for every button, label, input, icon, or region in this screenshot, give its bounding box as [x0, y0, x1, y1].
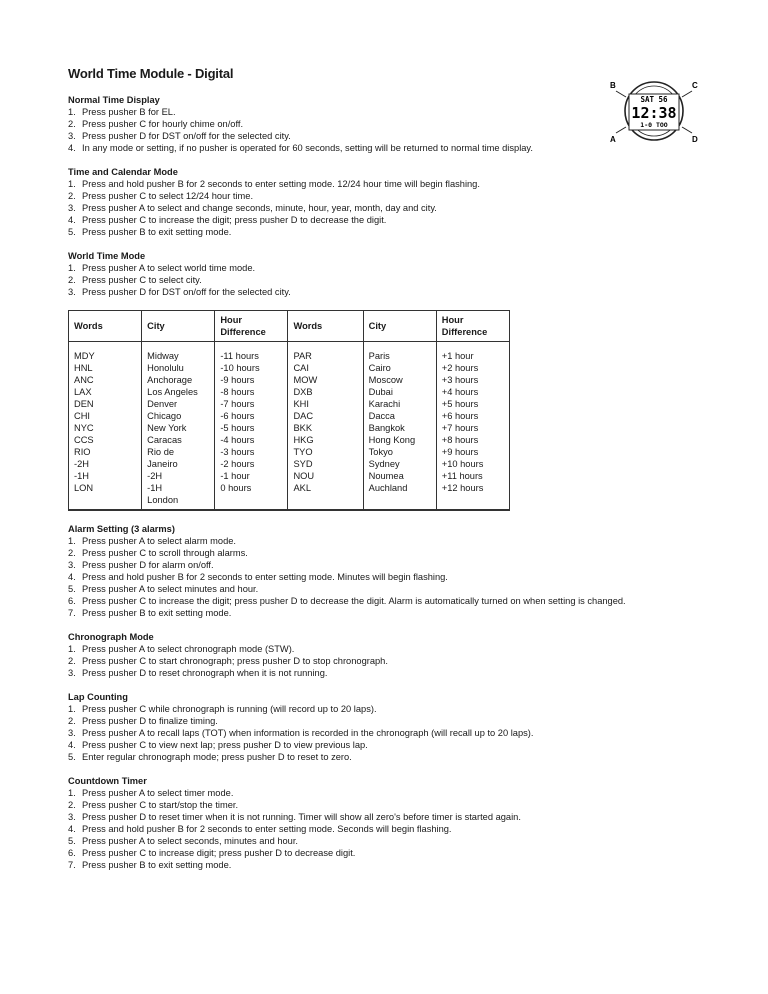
step-number: 2.	[68, 191, 76, 201]
step-number: 3.	[68, 728, 76, 738]
cell-line: MOW	[293, 375, 318, 385]
step-text: Press pusher D for DST on/off for the selected city.	[82, 131, 291, 141]
step-list	[68, 262, 708, 298]
step-number: 1.	[68, 107, 76, 117]
pusher-b-label: B	[610, 81, 616, 90]
cell-line: DEN	[74, 399, 94, 409]
step-text: Press pusher C to view next lap; press pusher D to view previous lap.	[82, 740, 368, 750]
cell-line: Caracas	[147, 435, 182, 445]
step-text: Press pusher D to reset timer when it is not running. Timer will show all zero's before timer is started again.	[82, 812, 521, 822]
step-number: 4.	[68, 740, 76, 750]
cell-line: +2 hours	[441, 363, 479, 373]
cell-line: Los Angeles	[147, 387, 198, 397]
step-list	[68, 787, 708, 871]
step-number: 3.	[68, 131, 76, 141]
step-item	[68, 559, 708, 571]
step-item	[68, 595, 708, 607]
step-item	[68, 787, 708, 799]
section-heading: Lap Counting	[68, 692, 128, 702]
table-header: City	[363, 311, 436, 342]
cell-line: BKK	[293, 423, 313, 433]
step-number: 6.	[68, 848, 76, 858]
cell-line: +10 hours	[441, 459, 484, 469]
step-number: 3.	[68, 668, 76, 678]
step-item	[68, 118, 708, 130]
cell-line: Rio de	[147, 447, 175, 457]
instruction-section	[68, 94, 708, 154]
cell-line: Honolulu	[147, 363, 184, 373]
step-item	[68, 727, 708, 739]
step-text: Press pusher C to select city.	[82, 275, 202, 285]
step-number: 2.	[68, 716, 76, 726]
watch-display-main: 12:38	[631, 104, 677, 122]
step-text: Press pusher B to exit setting mode.	[82, 860, 232, 870]
step-item	[68, 835, 708, 847]
cell-line: -7 hours	[220, 399, 255, 409]
instruction-section	[68, 775, 708, 871]
watch-display-top: SAT 56	[640, 95, 668, 104]
step-number: 1.	[68, 263, 76, 273]
step-number: 1.	[68, 536, 76, 546]
step-text: Press pusher C to increase the digit; press pusher D to decrease the digit. Alarm is automatically turned on when setting is changed.	[82, 596, 626, 606]
cell-line: -11 hours	[220, 351, 259, 361]
step-item	[68, 583, 708, 595]
step-text: Press pusher A to select and change seconds, minute, hour, year, month, day and city.	[82, 203, 437, 213]
cell-line: Bangkok	[368, 423, 405, 433]
step-number: 2.	[68, 119, 76, 129]
table-header: Hour Difference	[436, 311, 509, 342]
instruction-section	[68, 250, 708, 298]
step-text: Press pusher C while chronograph is running (will record up to 20 laps).	[82, 704, 377, 714]
step-number: 1.	[68, 644, 76, 654]
cell-line: DXB	[293, 387, 313, 397]
step-text: Press pusher C to select 12/24 hour time.	[82, 191, 254, 201]
step-item	[68, 214, 708, 226]
cell-line: CCS	[74, 435, 94, 445]
cell-line: HKG	[293, 435, 314, 445]
step-list	[68, 106, 708, 154]
cell-line: NYC	[74, 423, 94, 433]
step-text: Press pusher B to exit setting mode.	[82, 608, 232, 618]
step-number: 1.	[68, 788, 76, 798]
cell-line: LON	[74, 483, 94, 493]
cell-line: AKL	[293, 483, 312, 493]
cell-line: -5 hours	[220, 423, 255, 433]
step-item	[68, 535, 708, 547]
cell-line: -10 hours	[220, 363, 260, 373]
cell-line: Noumea	[368, 471, 404, 481]
sections-before-table	[68, 94, 708, 298]
cell-line: -8 hours	[220, 387, 255, 397]
cell-line: +3 hours	[441, 375, 479, 385]
cell-line: -2H	[74, 459, 89, 469]
step-number: 6.	[68, 596, 76, 606]
cell-line: Janeiro	[147, 459, 178, 469]
cell-line: Chicago	[147, 411, 182, 421]
step-item	[68, 571, 708, 583]
cell-line: -2 hours	[220, 459, 255, 469]
cell-line: Dubai	[368, 387, 393, 397]
step-number: 3.	[68, 287, 76, 297]
step-text: Press pusher A to select seconds, minutes and hour.	[82, 836, 299, 846]
cell-line: Tokyo	[368, 447, 393, 457]
step-item	[68, 847, 708, 859]
table-header: Words	[69, 311, 142, 342]
cell-line: +4 hours	[441, 387, 479, 397]
section-heading: Alarm Setting (3 alarms)	[68, 524, 175, 534]
cell-line: +9 hours	[441, 447, 479, 457]
table-header: Words	[288, 311, 363, 342]
step-text: Press and hold pusher B for 2 seconds to enter setting mode. Seconds will begin flashing.	[82, 824, 452, 834]
step-item	[68, 286, 708, 298]
document-body	[68, 94, 708, 883]
step-item	[68, 226, 708, 238]
table-header: Hour Difference	[215, 311, 288, 342]
cell-line: Karachi	[368, 399, 401, 409]
section-heading: Time and Calendar Mode	[68, 167, 178, 177]
pusher-c-label: C	[692, 81, 698, 90]
step-item	[68, 859, 708, 871]
world-time-table	[68, 310, 510, 511]
step-item	[68, 667, 708, 679]
cell-line: RIO	[74, 447, 91, 457]
cell-line: London	[147, 495, 179, 505]
step-number: 1.	[68, 179, 76, 189]
cell-line: NOU	[293, 471, 315, 481]
step-item	[68, 106, 708, 118]
cell-line: +5 hours	[441, 399, 479, 409]
step-text: Press pusher C to increase the digit; press pusher D to decrease the digit.	[82, 215, 387, 225]
step-list	[68, 535, 708, 619]
table-cell	[142, 342, 215, 511]
step-number: 4.	[68, 143, 76, 153]
page-title: World Time Module - Digital	[68, 66, 234, 81]
table-cell	[363, 342, 436, 511]
cell-line: DAC	[293, 411, 314, 421]
step-item	[68, 655, 708, 667]
sections-after-table	[68, 523, 708, 871]
step-item	[68, 739, 708, 751]
step-text: Press pusher A to select world time mode.	[82, 263, 256, 273]
step-text: Press and hold pusher B for 2 seconds to enter setting mode. Minutes will begin flashing.	[82, 572, 448, 582]
step-text: Press pusher D for alarm on/off.	[82, 560, 214, 570]
pusher-a-label: A	[610, 135, 616, 144]
cell-line: Dacca	[368, 411, 395, 421]
step-item	[68, 142, 708, 154]
cell-line: -1H	[147, 483, 163, 493]
step-item	[68, 715, 708, 727]
step-text: Press pusher D to finalize timing.	[82, 716, 218, 726]
section-heading: World Time Mode	[68, 251, 146, 261]
step-text: In any mode or setting, if no pusher is operated for 60 seconds, setting will be returned to normal time display.	[82, 143, 533, 153]
cell-line: Hong Kong	[368, 435, 416, 445]
cell-line: Moscow	[368, 375, 403, 385]
cell-line: CAI	[293, 363, 309, 373]
step-text: Press pusher C to start chronograph; press pusher D to stop chronograph.	[82, 656, 388, 666]
cell-line: CHI	[74, 411, 91, 421]
step-number: 2.	[68, 548, 76, 558]
step-number: 5.	[68, 584, 76, 594]
step-number: 2.	[68, 800, 76, 810]
step-number: 7.	[68, 860, 76, 870]
step-text: Press pusher A to recall laps (TOT) when information is recorded in the chronograph (will recall up to 20 laps).	[82, 728, 534, 738]
table-cell	[436, 342, 509, 511]
step-item	[68, 643, 708, 655]
step-number: 1.	[68, 704, 76, 714]
section-heading: Chronograph Mode	[68, 632, 154, 642]
cell-line: -9 hours	[220, 375, 255, 385]
step-item	[68, 130, 708, 142]
cell-line: Paris	[368, 351, 390, 361]
table-header: City	[142, 311, 215, 342]
table-cell	[215, 342, 288, 511]
cell-line: Midway	[147, 351, 179, 361]
cell-line: -4 hours	[220, 435, 255, 445]
step-item	[68, 799, 708, 811]
section-heading: Countdown Timer	[68, 776, 147, 786]
step-number: 4.	[68, 215, 76, 225]
cell-line: -1 hour	[220, 471, 250, 481]
step-number: 4.	[68, 824, 76, 834]
step-list	[68, 703, 708, 763]
step-text: Press pusher A to select timer mode.	[82, 788, 234, 798]
step-text: Press pusher D for DST on/off for the selected city.	[82, 287, 291, 297]
step-number: 3.	[68, 560, 76, 570]
step-number: 4.	[68, 572, 76, 582]
cell-line: Cairo	[368, 363, 391, 373]
cell-line: -6 hours	[220, 411, 255, 421]
step-text: Press pusher C to increase digit; press pusher D to decrease digit.	[82, 848, 356, 858]
instruction-section	[68, 691, 708, 763]
step-number: 3.	[68, 812, 76, 822]
step-number: 7.	[68, 608, 76, 618]
step-number: 5.	[68, 227, 76, 237]
cell-line: Auchland	[368, 483, 408, 493]
step-item	[68, 751, 708, 763]
cell-line: Anchorage	[147, 375, 193, 385]
pusher-d-label: D	[692, 135, 698, 144]
watch-display-bottom: 1-0 TOO	[640, 121, 668, 129]
cell-line: +11 hours	[441, 471, 483, 481]
cell-line: -3 hours	[220, 447, 255, 457]
step-text: Press pusher C for hourly chime on/off.	[82, 119, 244, 129]
cell-line: +1 hour	[441, 351, 474, 361]
step-item	[68, 202, 708, 214]
step-list	[68, 178, 708, 238]
step-item	[68, 274, 708, 286]
step-text: Enter regular chronograph mode; press pusher D to reset to zero.	[82, 752, 352, 762]
cell-line: 0 hours	[220, 483, 252, 493]
cell-line: New York	[147, 423, 187, 433]
table-cell	[69, 342, 142, 511]
step-text: Press pusher C to start/stop the timer.	[82, 800, 239, 810]
step-number: 5.	[68, 752, 76, 762]
section-heading: Normal Time Display	[68, 95, 160, 105]
cell-line: -1H	[74, 471, 89, 481]
cell-line: KHI	[293, 399, 309, 409]
step-text: Press and hold pusher B for 2 seconds to enter setting mode. 12/24 hour time will begin flashing.	[82, 179, 480, 189]
step-text: Press pusher C to scroll through alarms.	[82, 548, 248, 558]
step-item	[68, 262, 708, 274]
instruction-section	[68, 631, 708, 679]
cell-line: HNL	[74, 363, 93, 373]
step-number: 5.	[68, 836, 76, 846]
cell-line: -2H	[147, 471, 163, 481]
table-row	[69, 342, 510, 511]
cell-line: +7 hours	[441, 423, 479, 433]
step-item	[68, 607, 708, 619]
step-item	[68, 190, 708, 202]
cell-line: SYD	[293, 459, 313, 469]
step-number: 3.	[68, 203, 76, 213]
step-text: Press pusher B for EL.	[82, 107, 176, 117]
step-text: Press pusher B to exit setting mode.	[82, 227, 232, 237]
step-number: 2.	[68, 656, 76, 666]
step-item	[68, 823, 708, 835]
step-list	[68, 643, 708, 679]
cell-line: ANC	[74, 375, 94, 385]
step-item	[68, 547, 708, 559]
step-text: Press pusher A to select chronograph mode (STW).	[82, 644, 295, 654]
step-item	[68, 178, 708, 190]
step-text: Press pusher A to select alarm mode.	[82, 536, 236, 546]
table-cell	[288, 342, 363, 511]
cell-line: MDY	[74, 351, 95, 361]
step-item	[68, 703, 708, 715]
instruction-section	[68, 166, 708, 238]
cell-line: PAR	[293, 351, 312, 361]
cell-line: +6 hours	[441, 411, 479, 421]
step-text: Press pusher A to select minutes and hour.	[82, 584, 259, 594]
instruction-section	[68, 523, 708, 619]
step-item	[68, 811, 708, 823]
cell-line: Denver	[147, 399, 178, 409]
step-number: 2.	[68, 275, 76, 285]
cell-line: +12 hours	[441, 483, 484, 493]
cell-line: +8 hours	[441, 435, 479, 445]
cell-line: LAX	[74, 387, 92, 397]
cell-line: TYO	[293, 447, 313, 457]
step-text: Press pusher D to reset chronograph when it is not running.	[82, 668, 328, 678]
cell-line: Sydney	[368, 459, 400, 469]
